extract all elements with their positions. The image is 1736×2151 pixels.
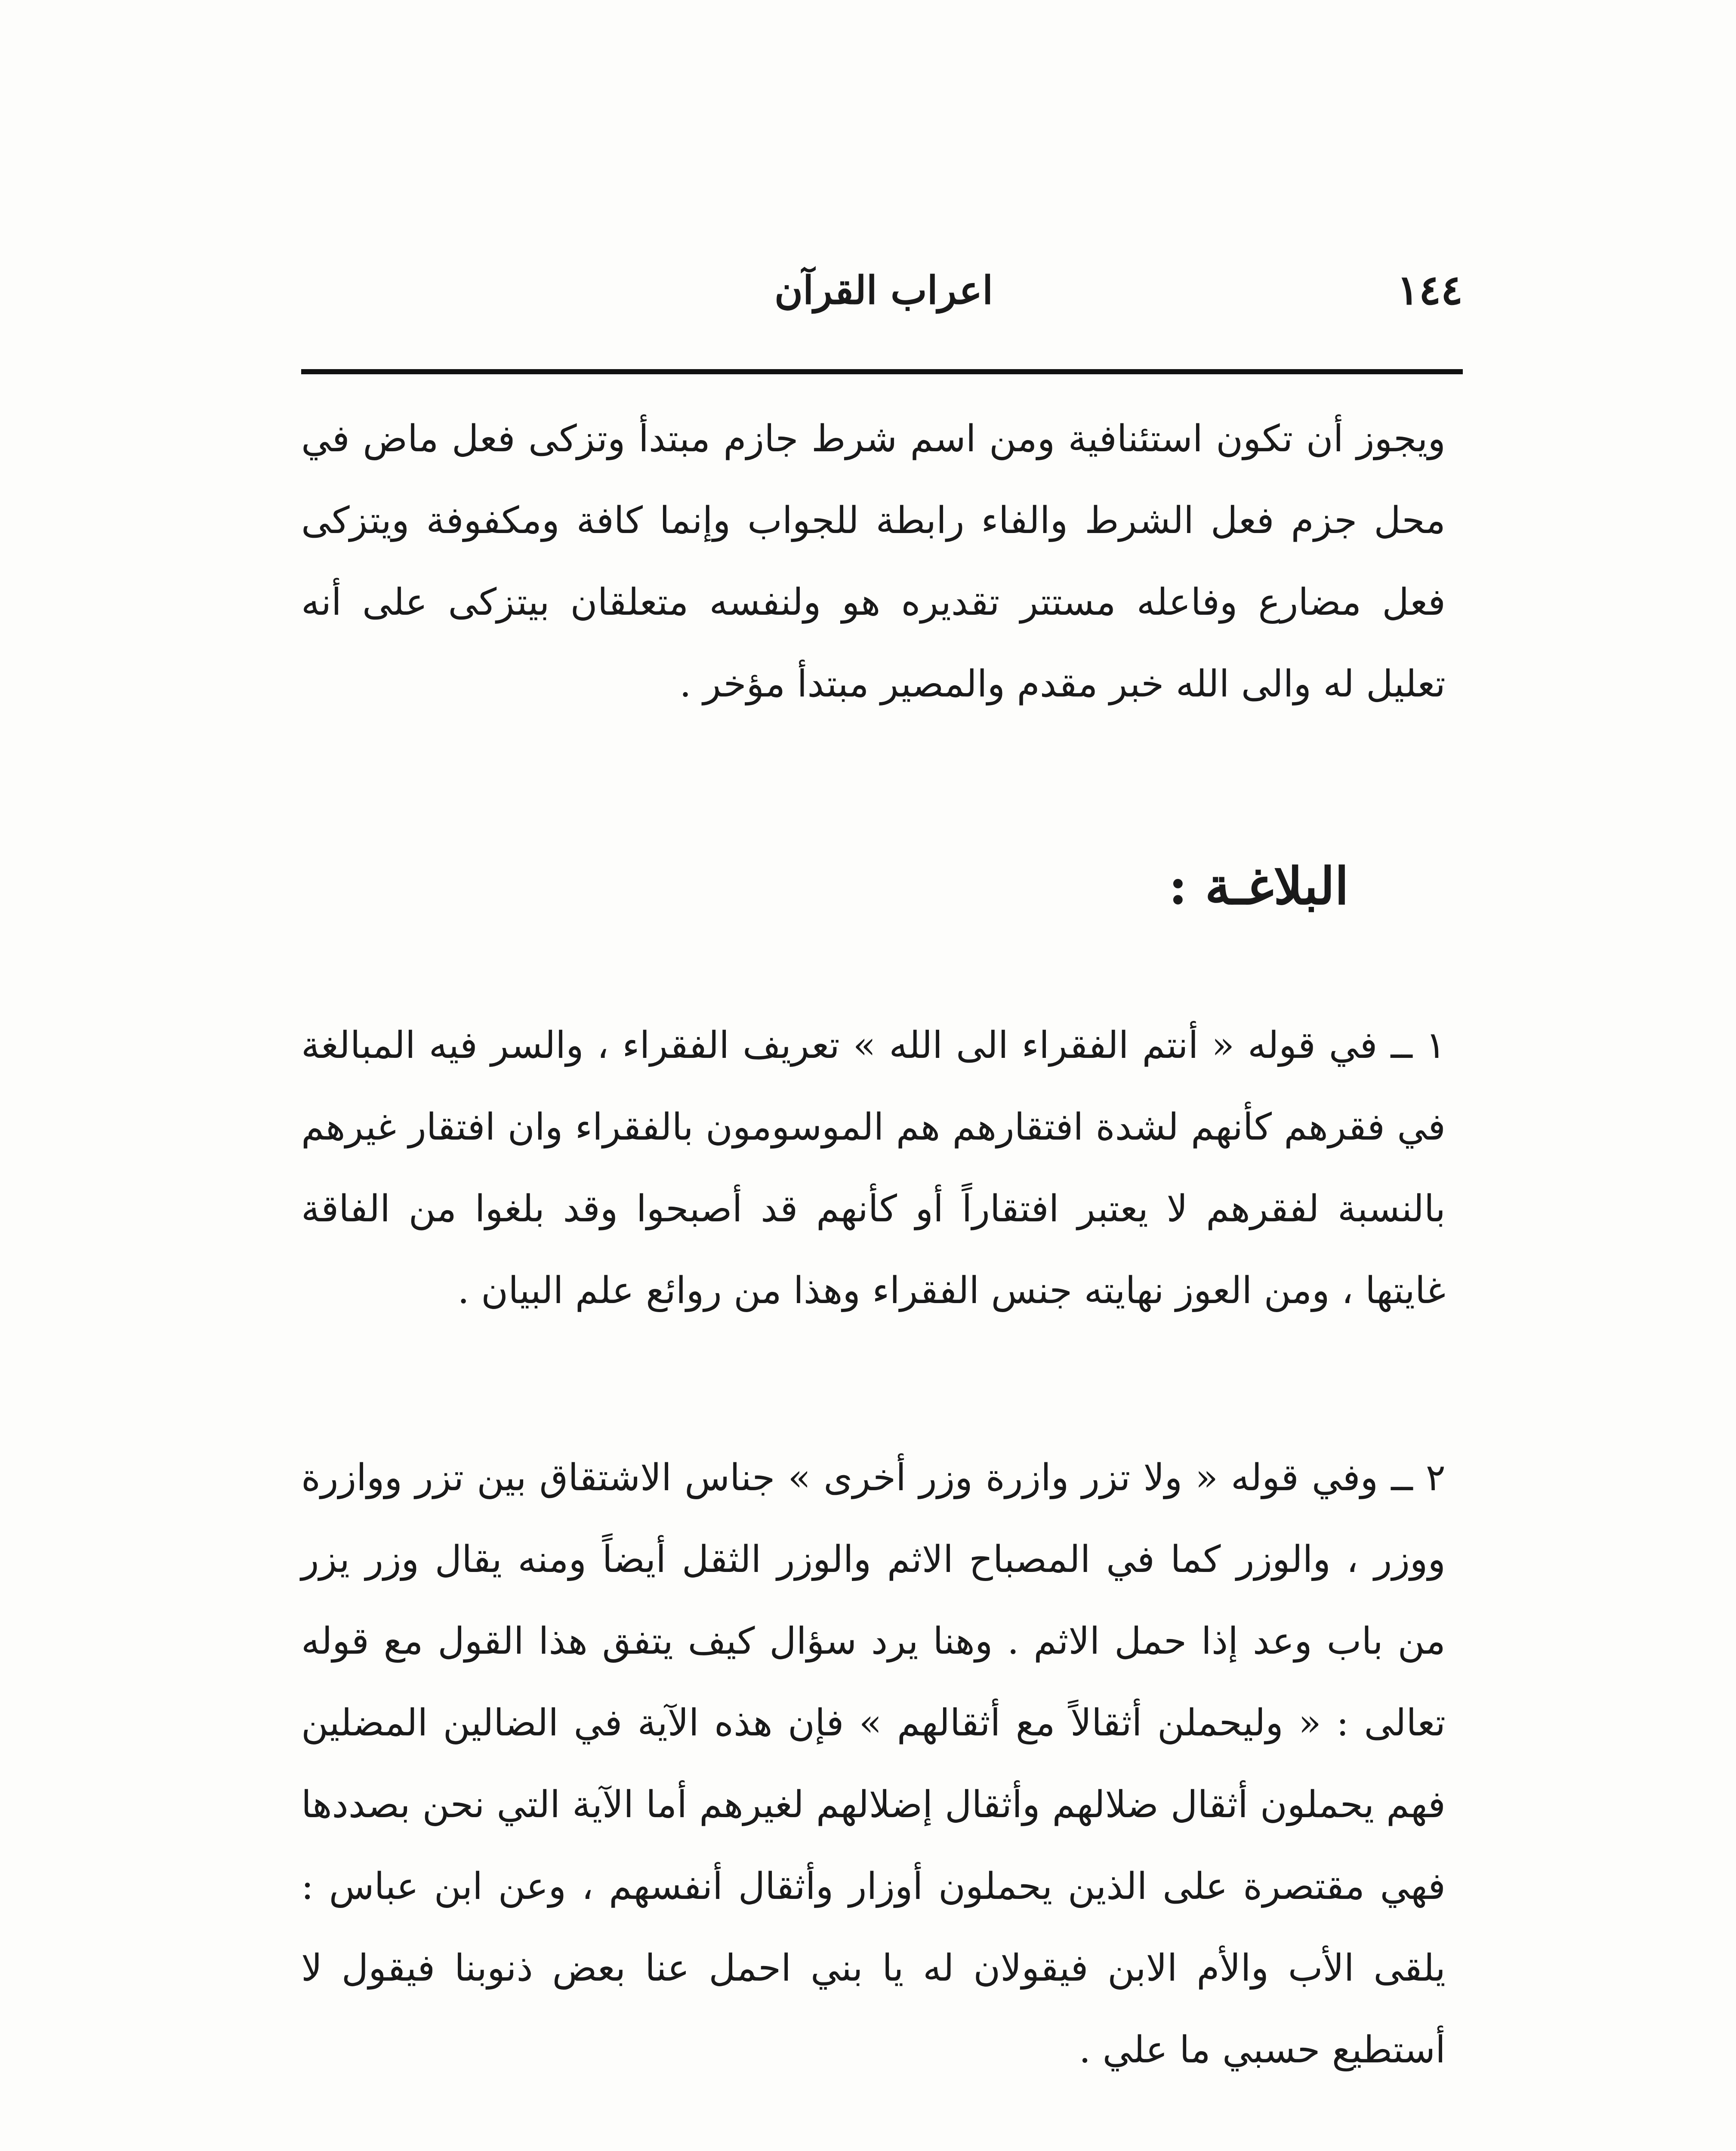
intro-paragraph: ويجوز أن تكون استئنافية ومن اسم شرط جازم مبتدأ وتزكى فعل ماض في محل جزم فعل الشرط والفاء رابطة للجواب وإنما كافة ومكفوفة ويتزكى فعل مضارع وفاعله مستتر تقديره هو ولنفسه متعلقان بيتزكى على أنه تعليل له والى الله خبر مقدم والمصير مبتدأ مؤخر .: [301, 417, 1446, 706]
page-header: [301, 258, 1463, 344]
rhetoric-item-2: ٢ ــ وفي قوله « ولا تزر وازرة وزر أخرى » جناس الاشتقاق بين تزر ووازرة ووزر ، والوزر كما في المصباح الاثم والوزر الثقل أيضاً ومنه يقال وزر يزر من باب وعد إذا حمل الاثم . وهنا يرد سؤال كيف يتفق هذا القول مع قوله تعالى : « وليحملن أثقالاً مع أثقالهم » فإن هذه الآية في الضالين المضلين فهم يحملون أثقال ضلالهم وأثقال إضلالهم لغيرهم أما الآية التي نحن بصددها فهي مقتصرة على الذين يحملون أوزار وأثقال أنفسهم ، وعن ابن عباس : يلقى الأب والأم الابن فيقولان له يا بني احمل عنا بعض ذنوبنا فيقول لا أستطيع حسبي ما علي .: [301, 1456, 1446, 2071]
section-heading: البلاغـة :: [1169, 856, 1349, 916]
header-divider: [301, 369, 1463, 374]
page-number: ١٤٤: [1397, 266, 1463, 314]
rhetoric-item-1: ١ ــ في قوله « أنتم الفقراء الى الله » تعريف الفقراء ، والسر فيه المبالغة في فقرهم كأنهم لشدة افتقارهم هم الموسومون بالفقراء وان افتقار غيرهم بالنسبة لفقرهم لا يعتبر افتقاراً أو كأنهم قد أصبحوا وقد بلغوا من الفاقة غايتها ، ومن العوز نهايته جنس الفقراء وهذا من روائع علم البيان .: [301, 1024, 1446, 1312]
running-title: اعراب القرآن: [774, 268, 993, 313]
